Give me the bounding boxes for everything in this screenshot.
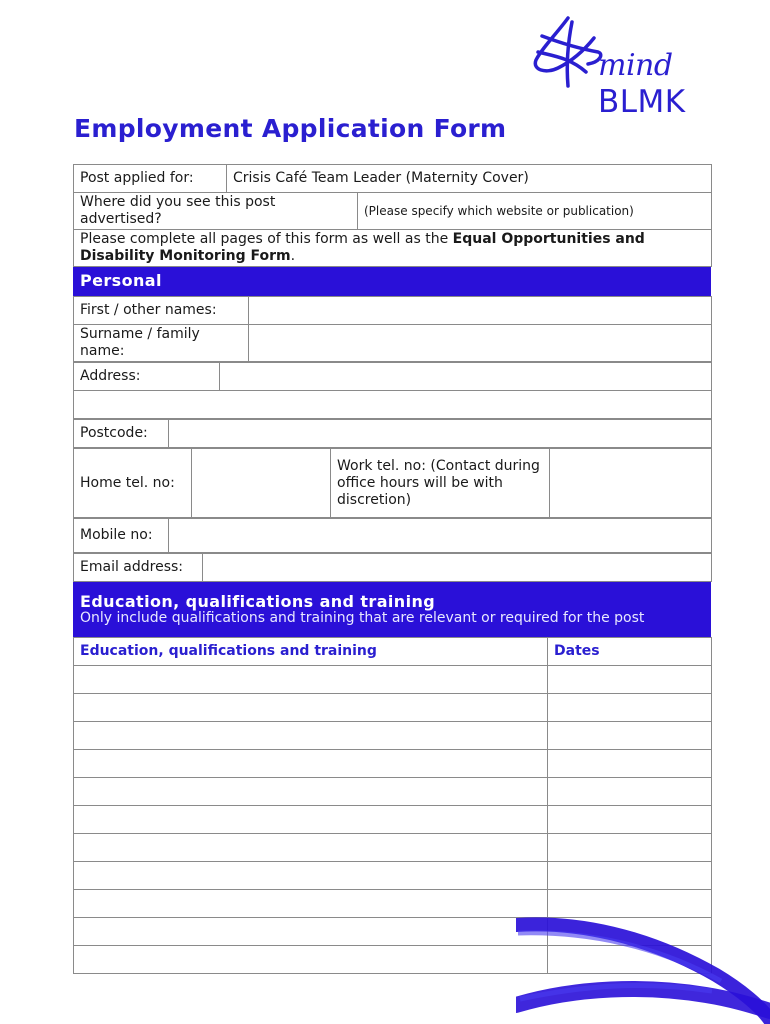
page-title: Employment Application Form [74, 114, 507, 143]
surname-field[interactable] [249, 325, 712, 362]
address-table [73, 362, 712, 419]
email-field[interactable] [203, 554, 712, 582]
postcode-label: Postcode: [74, 420, 169, 448]
education-section [73, 582, 711, 637]
address-field-line-2[interactable] [74, 391, 712, 419]
address-label: Address: [74, 363, 220, 391]
first-names-field[interactable] [249, 297, 712, 325]
names-table [73, 296, 712, 362]
work-tel-field[interactable] [550, 449, 712, 518]
address-field-line-1[interactable] [220, 363, 712, 391]
first-names-label: First / other names: [74, 297, 249, 325]
education-cell[interactable] [74, 890, 548, 918]
dates-cell[interactable] [548, 694, 712, 722]
dates-cell[interactable] [548, 862, 712, 890]
postcode-field[interactable] [169, 420, 712, 448]
telephone-table [73, 448, 712, 518]
dates-cell[interactable] [548, 834, 712, 862]
logo-wordmark: mind [598, 48, 673, 83]
mind-logo-mark-icon [528, 12, 608, 92]
equal-opportunities-form-name: Equal Opportunities and Disability Monitoring Form [80, 231, 645, 264]
education-cell[interactable] [74, 694, 548, 722]
education-subtitle: Only include qualifications and training that are relevant or required for the post [80, 610, 645, 626]
work-tel-label: Work tel. no: (Contact during office hours will be with discretion) [331, 449, 550, 518]
education-heading [74, 583, 711, 637]
logo-subtitle: BLMK [598, 84, 686, 120]
post-applied-value: Crisis Café Team Leader (Maternity Cover) [227, 165, 712, 193]
home-tel-field[interactable] [192, 449, 331, 518]
dates-cell[interactable] [548, 806, 712, 834]
education-cell[interactable] [74, 862, 548, 890]
dates-cell[interactable] [548, 890, 712, 918]
education-cell[interactable] [74, 806, 548, 834]
education-title: Education, qualifications and training [80, 592, 436, 611]
post-table [73, 164, 712, 267]
dates-cell[interactable] [548, 778, 712, 806]
home-tel-label: Home tel. no: [74, 449, 192, 518]
form-instruction: Please complete all pages of this form as well as the Equal Opportunities and Disability Monitoring Form. [74, 230, 712, 267]
personal-section [73, 267, 711, 296]
decorative-brush-swoosh-icon [516, 915, 770, 1024]
mobile-label: Mobile no: [74, 519, 169, 553]
education-cell[interactable] [74, 666, 548, 694]
education-cell[interactable] [74, 946, 548, 974]
advert-source-field[interactable]: (Please specify which website or publication) [358, 193, 712, 230]
dates-cell[interactable] [548, 750, 712, 778]
email-label: Email address: [74, 554, 203, 582]
education-cell[interactable] [74, 834, 548, 862]
email-table [73, 553, 712, 582]
application-form [73, 164, 711, 974]
education-cell[interactable] [74, 778, 548, 806]
advert-source-label: Where did you see this post advertised? [74, 193, 358, 230]
personal-heading: Personal [74, 268, 711, 296]
dates-column-header: Dates [548, 638, 712, 666]
mobile-field[interactable] [169, 519, 712, 553]
education-cell[interactable] [74, 918, 548, 946]
education-cell[interactable] [74, 750, 548, 778]
postcode-table [73, 419, 712, 448]
mobile-table [73, 518, 712, 553]
education-column-header: Education, qualifications and training [74, 638, 548, 666]
dates-cell[interactable] [548, 666, 712, 694]
surname-label: Surname / family name: [74, 325, 249, 362]
education-cell[interactable] [74, 722, 548, 750]
dates-cell[interactable] [548, 722, 712, 750]
mind-blmk-logo [528, 12, 728, 122]
post-applied-label: Post applied for: [74, 165, 227, 193]
